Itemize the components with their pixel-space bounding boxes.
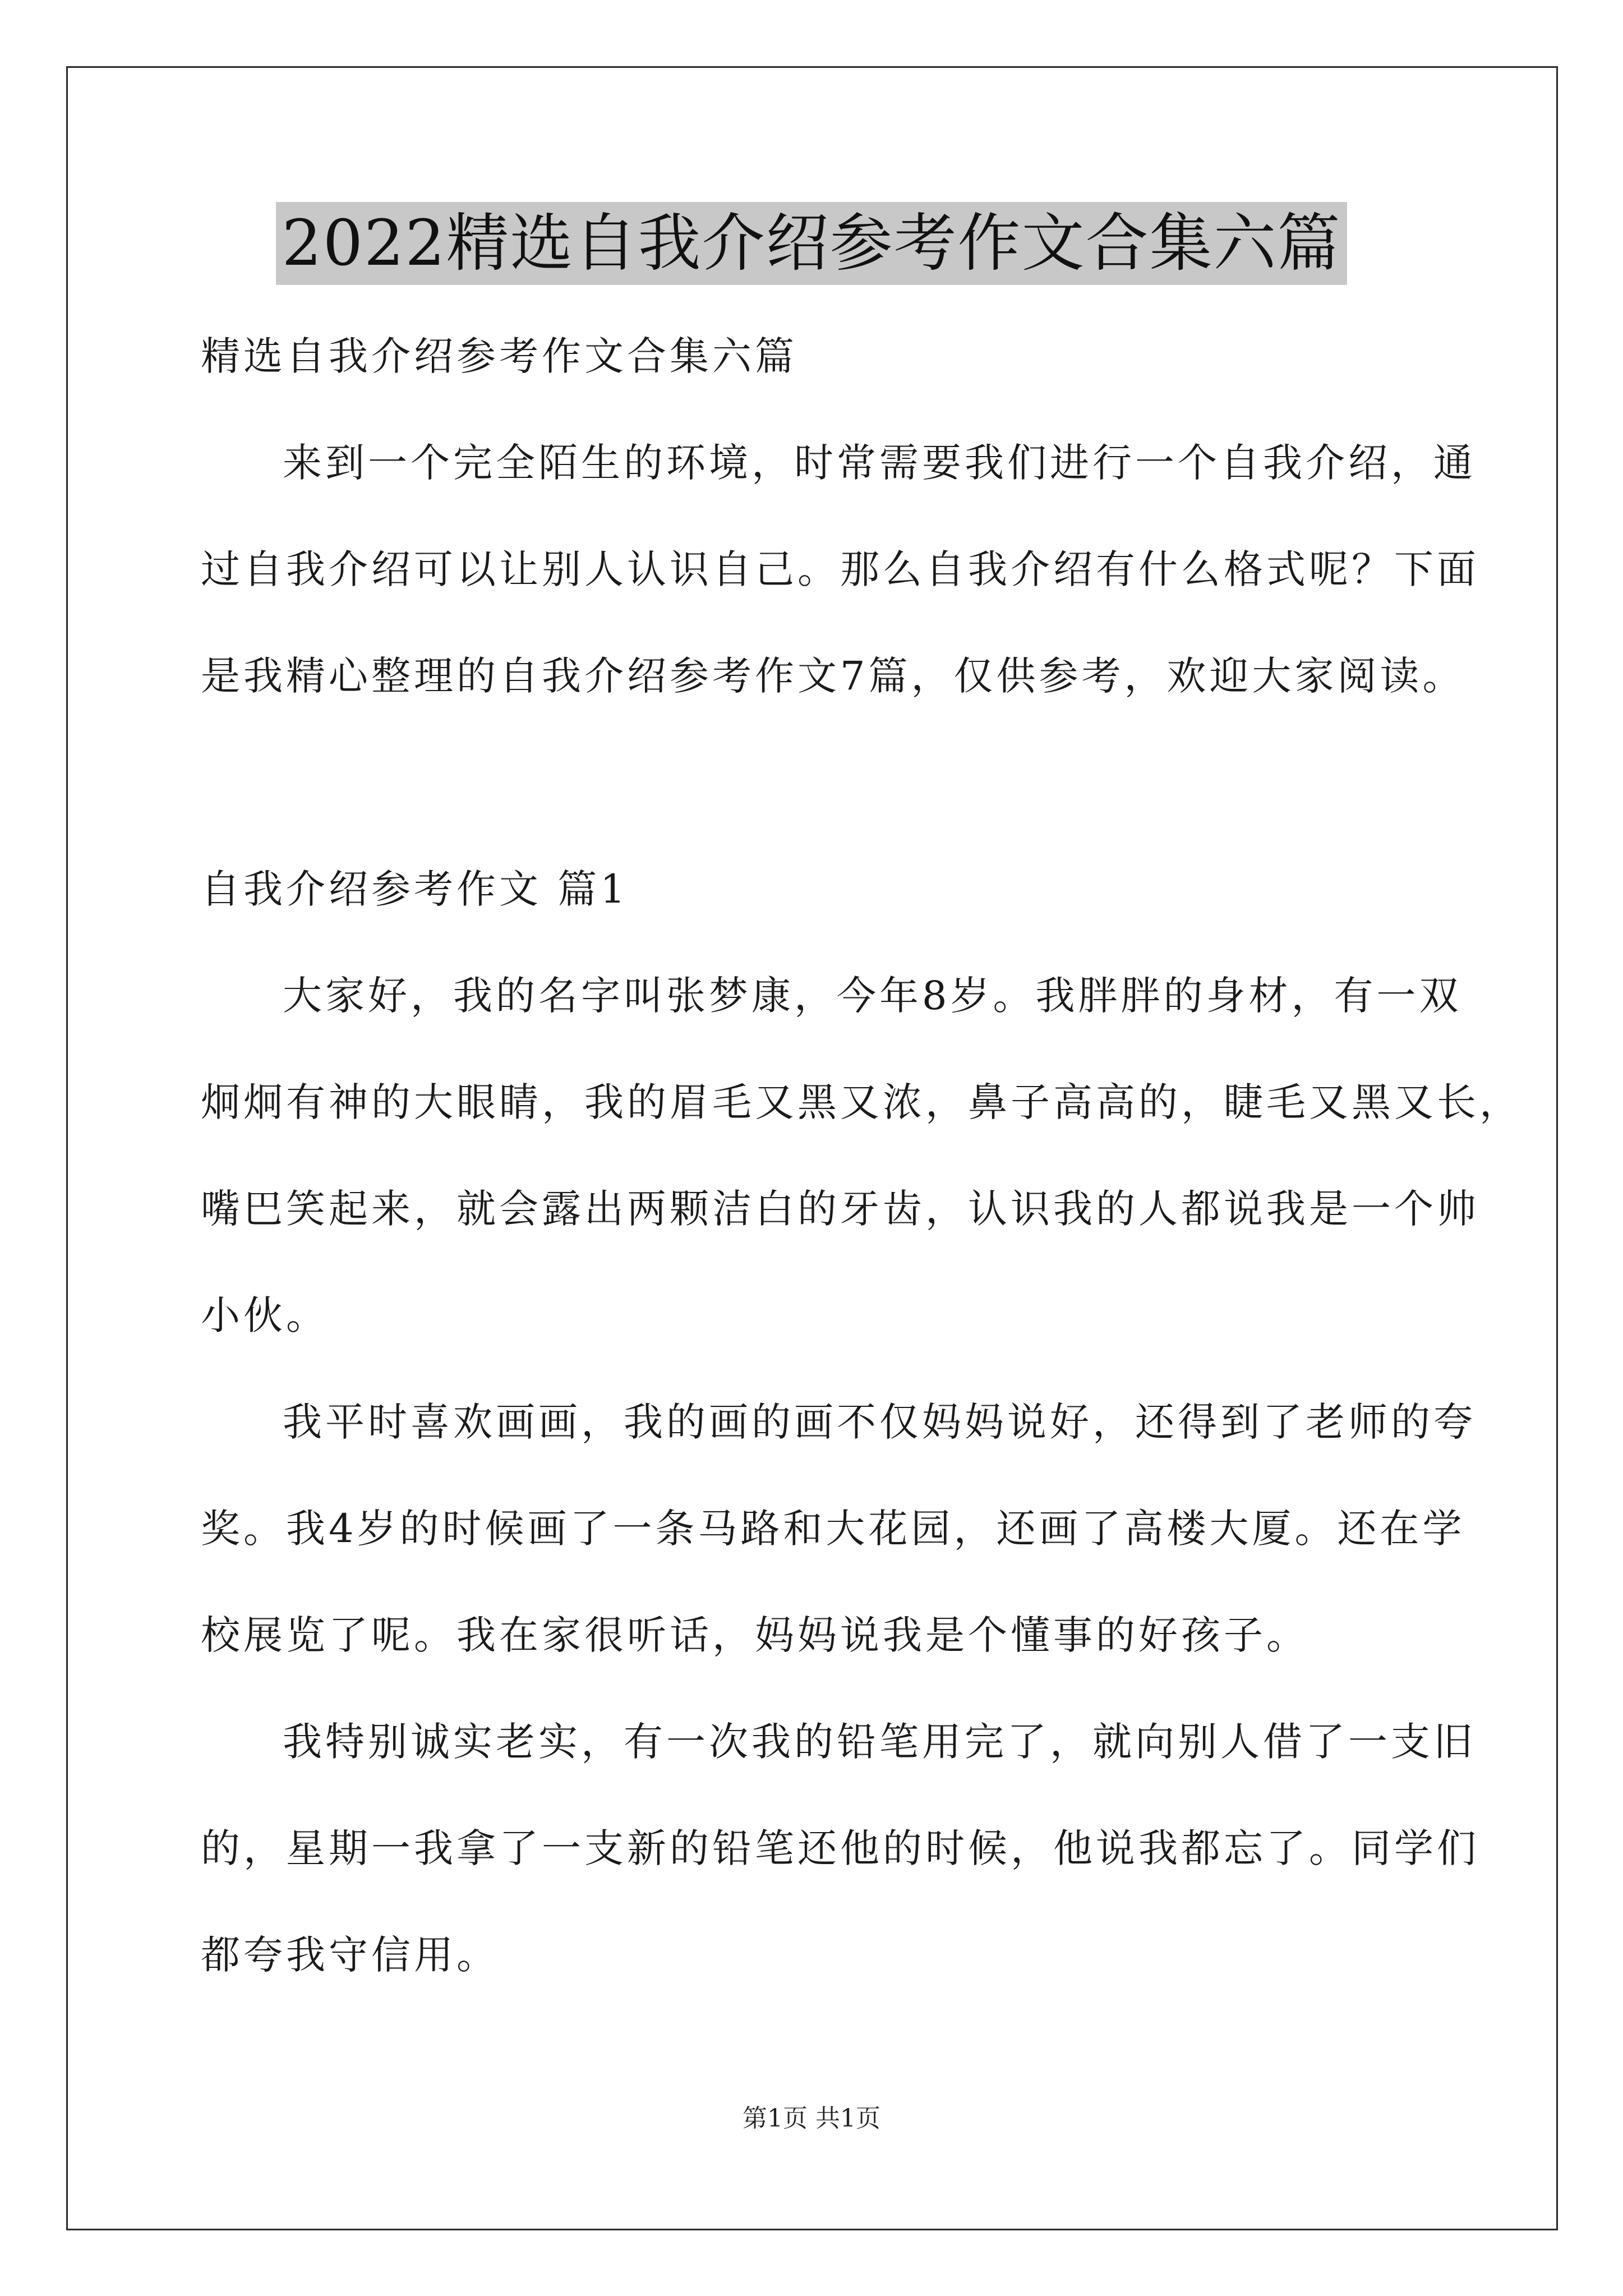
subtitle: 精选自我介绍参考作文合集六篇: [201, 333, 797, 379]
intro-line: 过自我介绍可以让别人认识自己。那么自我介绍有什么格式呢？下面: [201, 546, 1479, 592]
page-footer: 第1页 共1页: [743, 2104, 880, 2133]
paragraph-line: 我平时喜欢画画，我的画的画不仅妈妈说好，还得到了老师的夸: [283, 1399, 1476, 1445]
paragraph-line: 奖。我4岁的时候画了一条马路和大花园，还画了高楼大厦。还在学: [201, 1506, 1465, 1552]
section-heading: 自我介绍参考作文 篇1: [201, 866, 629, 912]
paragraph-line: 炯炯有神的大眼睛，我的眉毛又黑又浓，鼻子高高的，睫毛又黑又长，: [201, 1079, 1522, 1125]
paragraph-line: 校展览了呢。我在家很听话，妈妈说我是个懂事的好孩子。: [201, 1612, 1309, 1658]
paragraph-line: 嘴巴笑起来，就会露出两颗洁白的牙齿，认识我的人都说我是一个帅: [201, 1186, 1479, 1232]
paragraph-line: 的，星期一我拿了一支新的铅笔还他的时候，他说我都忘了。同学们: [201, 1825, 1479, 1871]
title-area: [0, 202, 1623, 285]
intro-line: 是我精心整理的自我介绍参考作文7篇，仅供参考，欢迎大家阅读。: [201, 653, 1465, 699]
paragraph-line: 大家好，我的名字叫张梦康，今年8岁。我胖胖的身材，有一双: [283, 973, 1462, 1019]
document-body: [201, 303, 1522, 2008]
intro-line: 来到一个完全陌生的环境，时常需要我们进行一个自我介绍，通: [283, 440, 1476, 486]
paragraph-line: 都夸我守信用。: [201, 1932, 499, 1978]
section-gap: [201, 729, 1435, 836]
paragraph-line: 小伙。: [201, 1292, 329, 1338]
paragraph-line: 我特别诚实老实，有一次我的铅笔用完了，就向别人借了一支旧: [283, 1719, 1476, 1765]
document-title: 2022精选自我介绍参考作文合集六篇: [276, 202, 1347, 285]
